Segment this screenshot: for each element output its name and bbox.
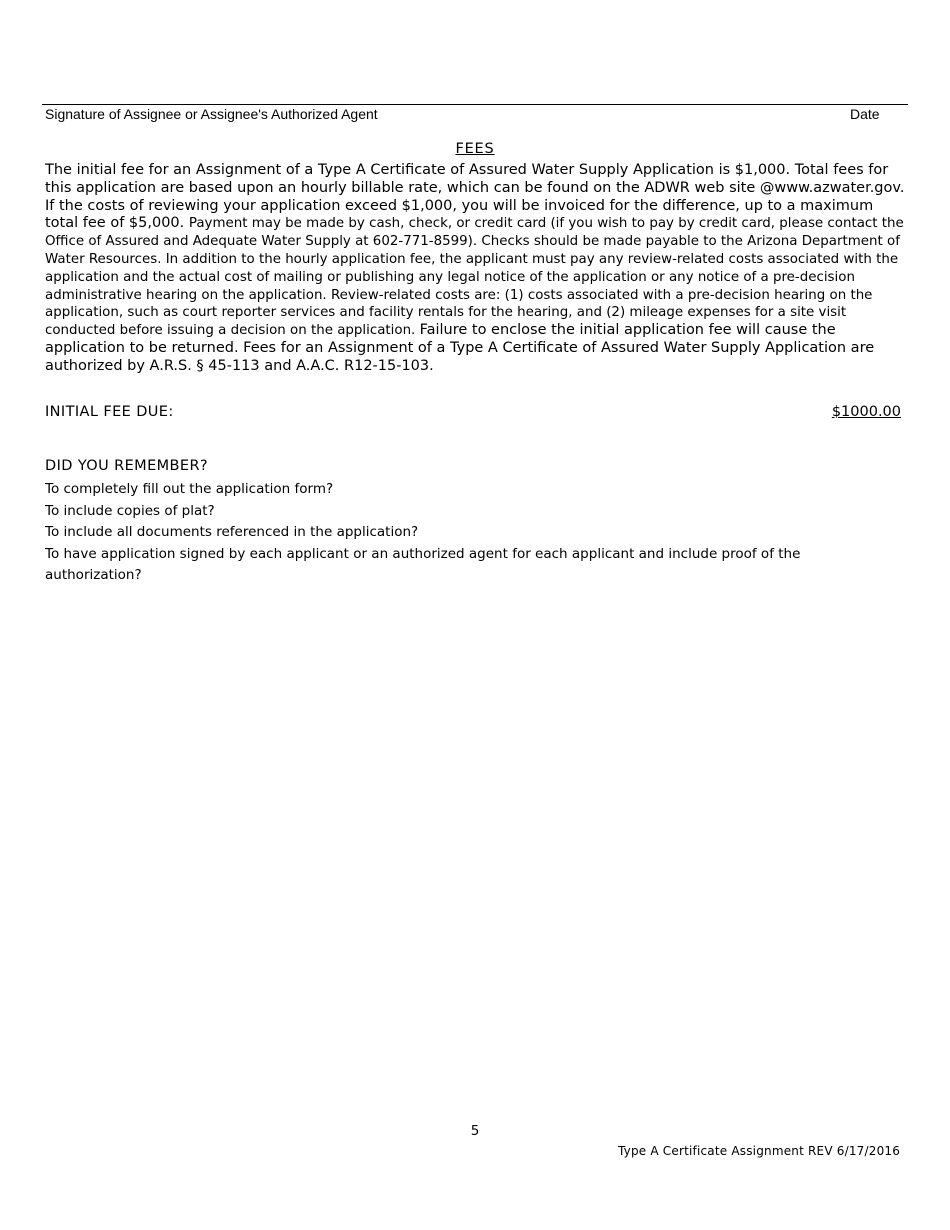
remember-heading: DID YOU REMEMBER? bbox=[45, 458, 209, 474]
fees-heading: FEES bbox=[455, 141, 495, 157]
fees-paragraph-part-3: Failure to enclose the initial application fee will cause the application to be returned. Fees for an Assignment of a Type A Certificate of Assured Water Supply Application are authorized by A.R.S. § 45-113 and A.A.C. R12-15-103. bbox=[45, 322, 875, 374]
initial-fee-label: INITIAL FEE DUE: bbox=[45, 404, 174, 420]
date-label: Date bbox=[850, 106, 880, 122]
fees-paragraph-part-1: The initial fee for an Assignment of a Type A Certificate of Assured Water Supply Application is $1,000. Total fees for this application are based upon an hourly billable rate, which can be found on the ADWR web site @www.azwater.gov. If the costs of reviewing your application exceed $1,000, you will be invoiced for the difference, up to a maximum total fee of $5,000. bbox=[45, 162, 905, 232]
remember-checklist bbox=[45, 479, 865, 587]
signature-label: Signature of Assignee or Assignee's Authorized Agent bbox=[45, 106, 378, 122]
footer-revision: Type A Certificate Assignment REV 6/17/2016 bbox=[618, 1144, 901, 1158]
checklist-item: To include all documents referenced in the application? bbox=[45, 524, 419, 540]
fees-paragraph bbox=[45, 162, 905, 376]
signature-line bbox=[42, 104, 908, 105]
checklist-item: To completely fill out the application form? bbox=[45, 481, 334, 497]
checklist-item: To include copies of plat? bbox=[45, 502, 215, 519]
fees-paragraph-part-2: Payment may be made by cash, check, or credit card (if you wish to pay by credit card, please contact the Office of Assured and Adequate Water Supply at 602-771-8599). Checks should be made payable to the Arizona Department of Water Resources. In addition to the hourly application fee, the applicant must pay any review-related costs associated with the application and the actual cost of mailing or publishing any legal notice of the application or any notice of a pre-decision administrative hearing on the application. Review-related costs are: (1) costs associated with a pre-decision hearing on the application, such as court reporter services and facility rentals for the hearing, and (2) mileage expenses for a site visit conducted before issuing a decision on the application. bbox=[45, 216, 904, 339]
initial-fee-amount: $1000.00 bbox=[831, 404, 901, 420]
page-number: 5 bbox=[470, 1123, 480, 1139]
checklist-item: To have application signed by each applicant or an authorized agent for each applicant and include proof of the authorization? bbox=[45, 545, 801, 583]
